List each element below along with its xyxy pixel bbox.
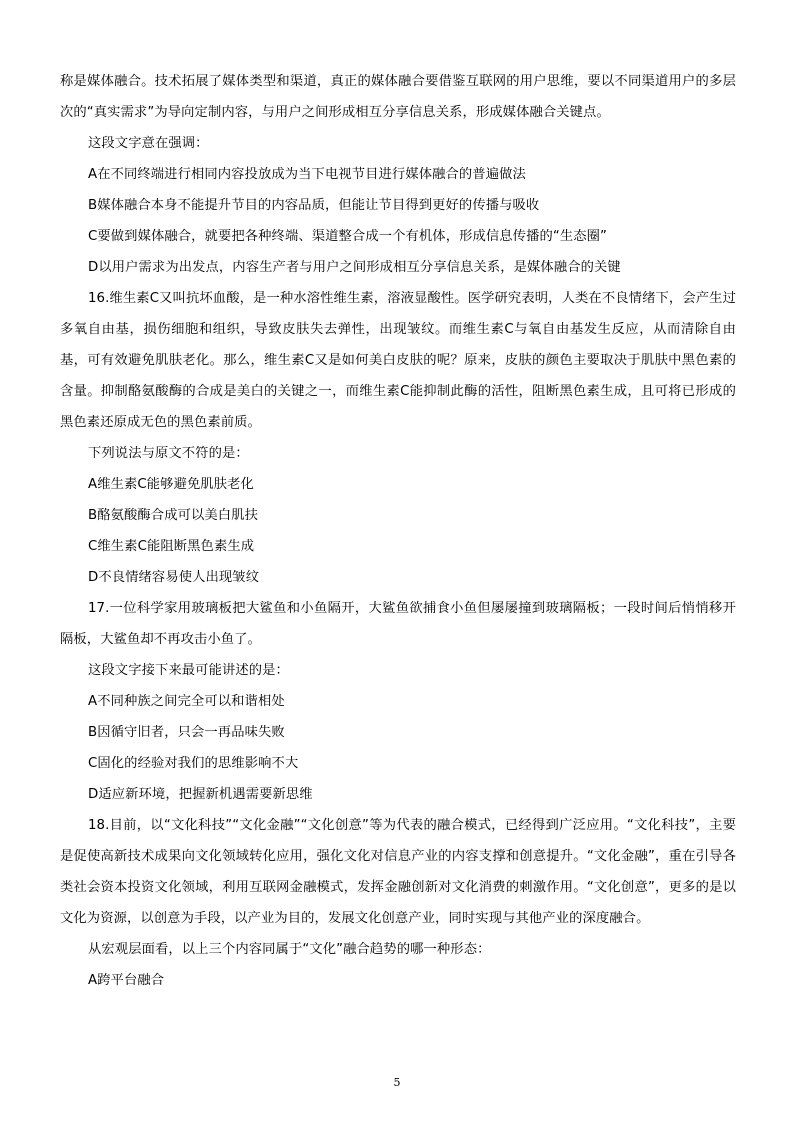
q15-option-d: D以用户需求为出发点，内容生产者与用户之间形成相互分享信息关系，是媒体融合的关键 bbox=[88, 260, 621, 275]
q17-option-d: D适应新环境，把握新机遇需要新思维 bbox=[88, 787, 313, 802]
page-number: 5 bbox=[393, 1076, 401, 1089]
q15-option-a: A在不同终端进行相同内容投放成为当下电视节目进行媒体融合的普遍做法 bbox=[88, 167, 526, 182]
q15-prompt: 这段文字意在强调： bbox=[88, 136, 209, 151]
q15-option-b: B媒体融合本身不能提升节目的内容品质，但能让节目得到更好的传播与吸收 bbox=[88, 198, 540, 213]
q16-option-b: B酪氨酸酶合成可以美白肌扶 bbox=[88, 508, 258, 523]
document-page bbox=[60, 66, 736, 996]
q17-passage: 17.一位科学家用玻璃板把大鲨鱼和小鱼隔开，大鲨鱼欲捕食小鱼但屡屡撞到玻璃隔板；一段时间后悄悄移开隔板，大鲨鱼却不再攻击小鱼了。 bbox=[60, 601, 736, 647]
q18-passage: 18.目前，以“文化科技”“文化金融”“文化创意”等为代表的融合模式，已经得到广泛应用。“文化科技”，主要是促使高新技术成果向文化领域转化应用，强化文化对信息产业的内容支撑和创意提升。“文化金融”，重在引导各类社会资本投资文化领域，利用互联网金融模式，发挥金融创新对文化消费的刺激作用。“文化创意”，更多的是以文化为资源，以创意为手段，以产业为目的，发展文化创意产业，同时实现与其他产业的深度融合。 bbox=[60, 818, 736, 926]
q16-prompt: 下列说法与原文不符的是： bbox=[88, 446, 249, 461]
q17-prompt: 这段文字接下来最可能讲述的是： bbox=[88, 663, 289, 678]
q15-option-c: C要做到媒体融合，就要把各种终端、渠道整合成一个有机体，形成信息传播的“生态圈” bbox=[88, 229, 608, 244]
q17-option-a: A不同种族之间完全可以和谐相处 bbox=[88, 694, 285, 709]
q16-option-a: A维生素C能够避免肌肤老化 bbox=[88, 477, 254, 492]
q16-option-c: C维生素C能阻断黑色素生成 bbox=[88, 539, 255, 554]
q18-prompt: 从宏观层面看，以上三个内容同属于“文化”融合趋势的哪一种形态： bbox=[88, 942, 491, 957]
q17-option-c: C固化的经验对我们的思维影响不大 bbox=[88, 756, 299, 771]
q16-passage: 16.维生素C又叫抗坏血酸，是一种水溶性维生素，溶液显酸性。医学研究表明，人类在不良情绪下，会产生过多氧自由基，损伤细胞和组织，导致皮肤失去弹性，出现皱纹。而维生素C与氧自由基发生反应，从而清除自由基，可有效避免肌肤老化。那么，维生素C又是如何美白皮肤的呢？原来，皮肤的颜色主要取决于肌肤中黑色素的含量。抑制酪氨酸酶的合成是美白的关键之一，而维生素C能抑制此酶的活性，阻断黑色素生成，且可将已形成的黑色素还原成无色的黑色素前质。 bbox=[60, 291, 736, 430]
q18-option-a: A跨平台融合 bbox=[88, 973, 165, 988]
q16-option-d: D不良情绪容易使人出现皱纹 bbox=[88, 570, 260, 585]
q17-option-b: B因循守旧者，只会一再品味失败 bbox=[88, 725, 285, 740]
continued-paragraph: 称是媒体融合。技术拓展了媒体类型和渠道，真正的媒体融合要借鉴互联网的用户思维，要以不同渠道用户的多层次的“真实需求”为导向定制内容，与用户之间形成相互分享信息关系，形成媒体融合关键点。 bbox=[60, 74, 736, 120]
